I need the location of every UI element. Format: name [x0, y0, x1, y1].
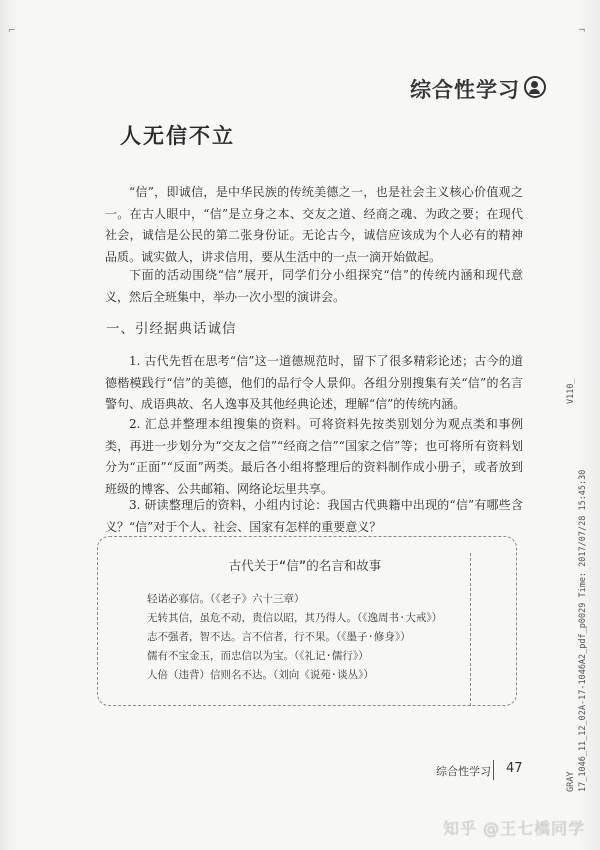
watermark: 知乎 @王七橋同学 [443, 819, 586, 838]
activity-step-1: 1. 古代先哲在思考“信”这一道德规范时，留下了很多精彩论述；古今的道德楷模践行“信”的美德，他们的品行令人景仰。各组分别搜集有关“信”的名言警句、成语典故、名人逸事及其他经典论述，理解“信”的传统内涵。 [105, 354, 523, 411]
print-code-bottom: GRAY [566, 771, 576, 792]
crop-mark-right: ¬ [578, 26, 586, 36]
quote-item: 轻诺必寡信。（《老子》六十三章） [147, 593, 305, 605]
page-number: 47 [506, 761, 523, 776]
section-title: 综合性学习 [410, 78, 520, 102]
person-icon [524, 76, 546, 98]
print-file-info: 17_1046_11_12_02A-17-1046A2_pdf_p0029 Time: 2017/07/28 15:45:30 [578, 469, 588, 792]
quote-box-title: 古代关于“信”的名言和故事 [228, 558, 382, 573]
quote-item: 人倍（违背）信则名不达。（刘向《说苑·谈丛》） [147, 669, 374, 681]
activity-step-3: 3. 研读整理后的资料，小组内讨论：我国古代典籍中出现的“信”有哪些含义？“信”对于个人、社会、国家有怎样的重要意义？ [105, 498, 523, 534]
quote-item: 志不强者，智不达。言不信者，行不果。（《墨子·修身》） [147, 631, 411, 643]
quote-list [147, 590, 442, 685]
page-title: 人无信不立 [120, 124, 235, 148]
footer-divider [493, 760, 494, 780]
section-heading: 一、引经据典话诚信 [106, 321, 237, 337]
print-code-top: V110_ [566, 378, 576, 404]
crop-mark-left: ⌐ [8, 26, 16, 36]
footer-section-label: 综合性学习 [436, 765, 491, 778]
quote-item: 无转其信，虽危不动，贵信以昭，其乃得人。（《逸周书·大戒》） [147, 612, 443, 624]
activity-step-2: 2. 汇总并整理本组搜集的资料。可将资料先按类别划分为观点类和事例类，再进一步划分为“交友之信”“经商之信”“国家之信”等；也可将所有资料划分为“正面”“反面”两类。最后各小组将整理后的资料制作成小册子，或者放到班级的博客、公共邮箱、网络论坛里共享。 [105, 417, 523, 496]
quote-box-tab [470, 553, 515, 706]
intro-paragraph-1: “信”，即诚信，是中华民族的传统美德之一，也是社会主义核心价值观之一。在古人眼中，“信”是立身之本、交友之道、经商之魂、为政之要；在现代社会，诚信是公民的第二张身份证。无论古今，诚信应该成为个人必有的精神品质。诚实做人，讲求信用，要从生活中的一点一滴开始做起。 [105, 185, 523, 264]
intro-paragraph-2: 下面的活动围绕“信”展开，同学们分小组探究“信”的传统内涵和现代意义，然后全班集中，举办一次小型的演讲会。 [105, 268, 523, 304]
quote-item: 儒有不宝金玉，而忠信以为宝。（《礼记·儒行》） [147, 650, 369, 662]
